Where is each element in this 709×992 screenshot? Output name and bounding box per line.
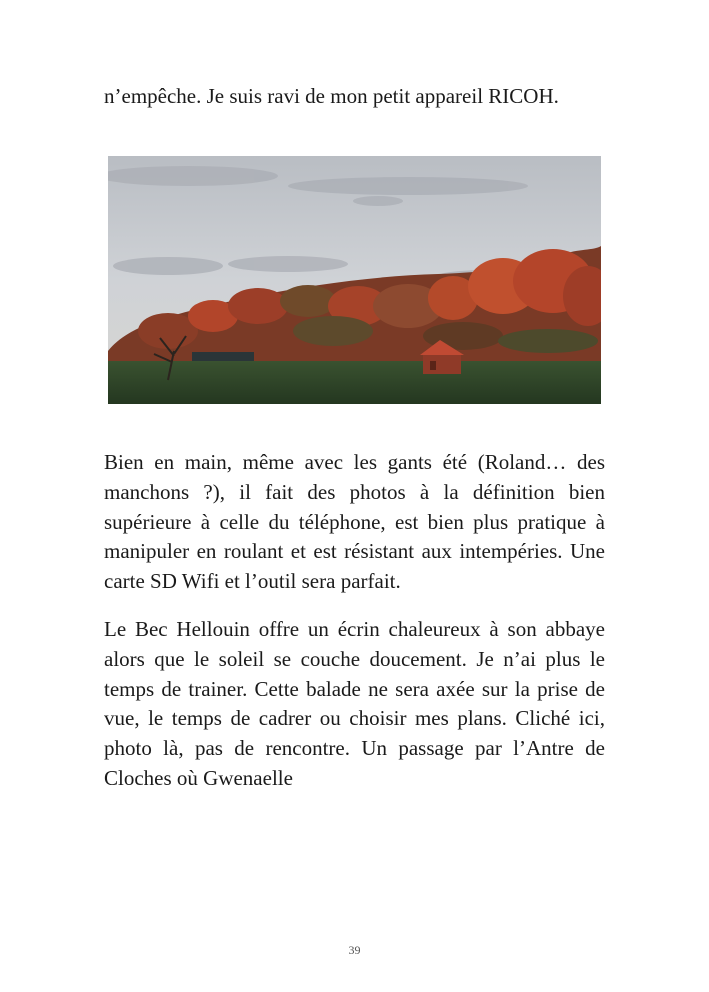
- paragraph-intro: n’empêche. Je suis ravi de mon petit appareil RICOH.: [104, 84, 559, 108]
- page-number: 39: [348, 943, 361, 957]
- paragraph-bec-hellouin: Le Bec Hellouin offre un écrin chaleureux à son abbaye alors que le soleil se couche doucement. Je n’ai plus le temps de trainer. Cette balade ne sera axée sur la prise de vue, le temps de cadrer ou choisir mes plans. Cliché ici, photo là, pas de rencontre. Un passage par l’Antre de Cloches où Gwenaelle: [104, 617, 605, 790]
- landscape-photo: [108, 156, 601, 404]
- paragraph-camera: Bien en main, même avec les gants été (Roland… des manchons ?), il fait des photos à la définition bien supérieure à celle du téléphone, est bien plus pratique à manipuler en roulant et est résistant aux intempéries. Une carte SD Wifi et l’outil sera parfait.: [104, 450, 605, 594]
- field: [108, 361, 601, 404]
